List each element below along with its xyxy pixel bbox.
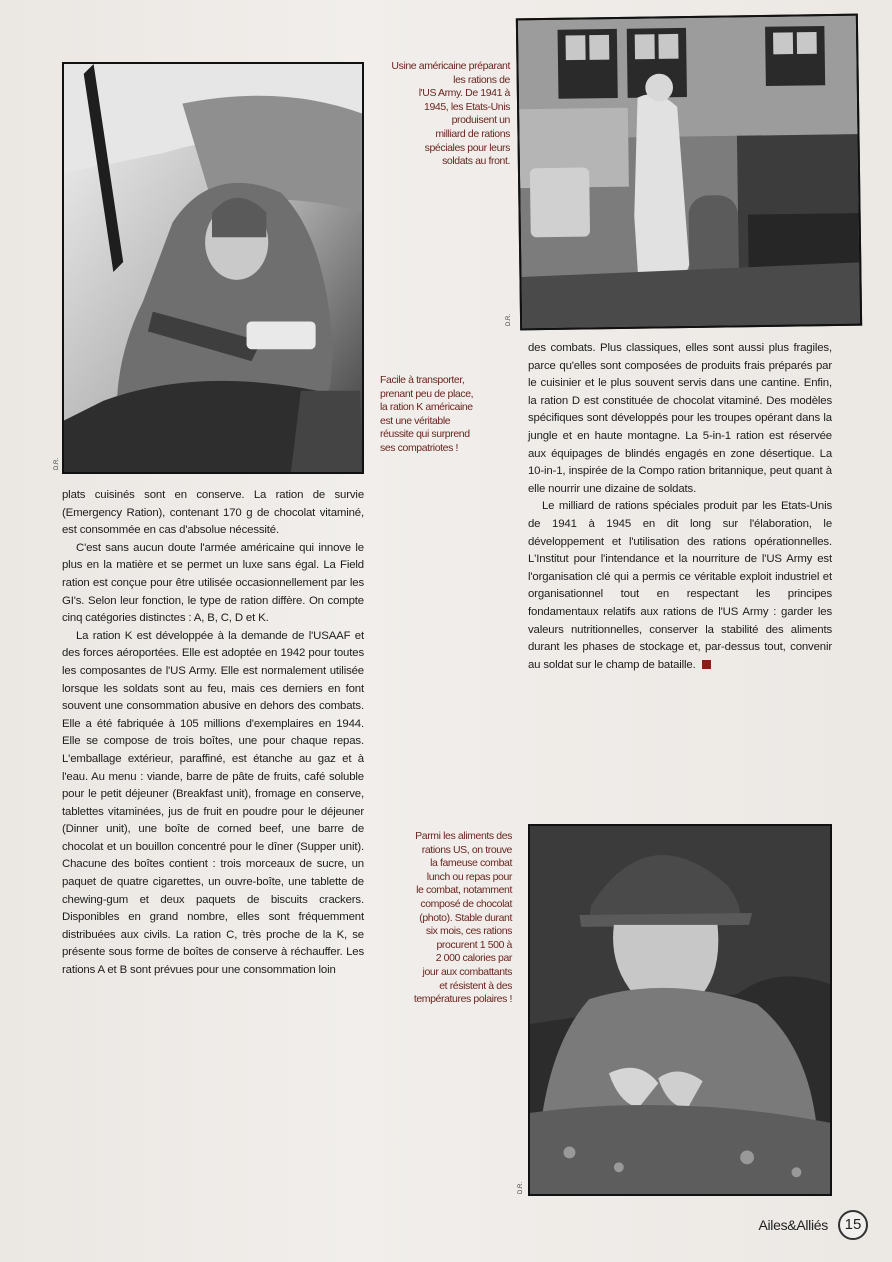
paragraph: plats cuisinés sont en conserve. La ration de survie (Emergency Ration), contenant 170 g de chocolat vitaminé, est consommée en cas d'absolue nécessité. bbox=[62, 489, 364, 537]
caption-line: lunch ou repas pour bbox=[426, 870, 512, 883]
caption-line: Parmi les aliments des bbox=[415, 830, 512, 842]
caption-line: (photo). Stable durant bbox=[419, 911, 512, 924]
right-column bbox=[528, 340, 832, 674]
caption-line: Usine américaine préparant bbox=[391, 60, 510, 72]
caption-line: spéciales pour leurs bbox=[424, 141, 510, 154]
photo-credit: D.R. bbox=[54, 458, 60, 470]
caption-line: rations US, on trouve bbox=[421, 843, 512, 856]
caption-ration-k bbox=[380, 374, 520, 456]
photo-credit: D.R. bbox=[506, 314, 512, 326]
caption-line: réussite qui surprend bbox=[380, 428, 470, 441]
page-number: 15 bbox=[838, 1210, 868, 1240]
caption-combat-lunch bbox=[380, 830, 512, 1007]
paragraph: des combats. Plus classiques, elles sont aussi plus fragiles, parce qu'elles sont composées de produits frais préparés par le cuisinier et le plus souvent servis dans une cantine. Enfin, la ration D est constituée de chocolat vitaminé. Des modèles spécifiques sont développés pour les troupes opérant dans la jungle et en haute montagne. La 5-in-1 ration est réservée aux équipages de blindés engagés en zone désertique. La 10-in-1, inspirée de la Compo ration britannique, peut quant à elle nourrir une dizaine de soldats. bbox=[528, 342, 832, 495]
photo-soldier-helmet-image bbox=[530, 826, 830, 1194]
paragraph: C'est sans aucun doute l'armée américaine qui innove le plus en la matière et se permet un luxe sans égal. La Field ration est conçue pour être utilisée occasionnellement par les GI's. Selon leur fonction, le type de ration diffère. On compte cinq catégories distinctes : A, B, C, D et K. bbox=[62, 541, 364, 625]
caption-line: composé de chocolat bbox=[420, 897, 512, 910]
caption-line: 1945, les Etats-Unis bbox=[424, 100, 510, 113]
photo-ration-factory-image bbox=[518, 16, 860, 329]
caption-line: le combat, notamment bbox=[416, 884, 512, 897]
magazine-brand: Ailes&Alliés bbox=[758, 1217, 828, 1233]
caption-line: ses compatriotes ! bbox=[380, 441, 458, 454]
caption-line: l'US Army. De 1941 à bbox=[418, 87, 510, 100]
caption-line: soldats au front. bbox=[442, 155, 510, 168]
caption-line: et résistent à des bbox=[439, 979, 512, 992]
caption-line: les rations de bbox=[453, 73, 510, 86]
paragraph: Le milliard de rations spéciales produit par les Etats-Unis de 1941 à 1945 en dit long sur l'élaboration, le développement et l'utilisation des rations opérationnelles. L'Institut pour l'intendance et la nourriture de l'US Army est l'organisation clé qui a permis ce véritable exploit industriel et organisationnel tout en respectant les principes fondamentaux relatifs aux rations de l'US Army : garder les valeurs nutritionnelles, conserver la stabilité des aliments durant les phases de stockage et, par-dessus tout, convenir au soldat sur le champ de bataille. bbox=[528, 500, 832, 671]
end-of-article-mark bbox=[702, 660, 711, 669]
caption-line: est une véritable bbox=[380, 414, 451, 427]
paragraph: La ration K est développée à la demande de l'USAAF et des forces aéroportées. Elle est adoptée en 1942 pour toutes les composantes de l'US Army. Elle est normalement utilisée lorsque les soldats sont au feu, mais ces derniers en font souvent une consommation abusive en dehors des combats. Elle a été fabriquée à 105 millions d'exemplaires en 1944. Elle se compose de trois boîtes, une pour chaque repas. L'emballage extérieur, paraffiné, est étanche au gaz et à l'eau. Au menu : viande, barre de pâte de fruits, café soluble pour le petit déjeuner (Breakfast unit), fromage en conserve, tablettes vitaminées, jus de fruit en poudre pour le déjeuner (Dinner unit), une boîte de corned beef, une barre de chocolat et un bouillon concentré pour le dîner (Supper unit). Chacune des boîtes contient : trois morceaux de sucre, un paquet de quatre cigarettes, un ouvre-boîte, une tablette de chewing-gum et deux paquets de biscuits crackers. Disponibles en grand nombre, elles sont fréquemment distribuées aux civils. La ration C, très proche de la K, se présente sous forme de boîtes de conserve à réchauffer. Les rations A et B sont prévues pour une consommation loin bbox=[62, 629, 364, 977]
left-column bbox=[62, 487, 364, 980]
caption-line: produisent un bbox=[451, 114, 510, 127]
photo-ration-factory bbox=[516, 14, 862, 331]
caption-line: procurent 1 500 à bbox=[436, 938, 512, 951]
caption-line: températures polaires ! bbox=[413, 993, 512, 1006]
photo-soldier-eating-image bbox=[64, 64, 362, 472]
photo-soldier-eating bbox=[62, 62, 364, 474]
caption-line: milliard de rations bbox=[435, 127, 510, 140]
caption-line: la fameuse combat bbox=[430, 857, 512, 870]
caption-line: Facile à transporter, bbox=[380, 374, 465, 386]
caption-factory bbox=[380, 60, 510, 169]
photo-soldier-helmet bbox=[528, 824, 832, 1196]
photo-credit: D.R. bbox=[518, 1182, 524, 1194]
caption-line: la ration K américaine bbox=[380, 401, 473, 414]
caption-line: 2 000 calories par bbox=[435, 952, 512, 965]
caption-line: jour aux combattants bbox=[422, 965, 512, 978]
caption-line: prenant peu de place, bbox=[380, 387, 474, 400]
caption-line: six mois, ces rations bbox=[425, 925, 512, 938]
